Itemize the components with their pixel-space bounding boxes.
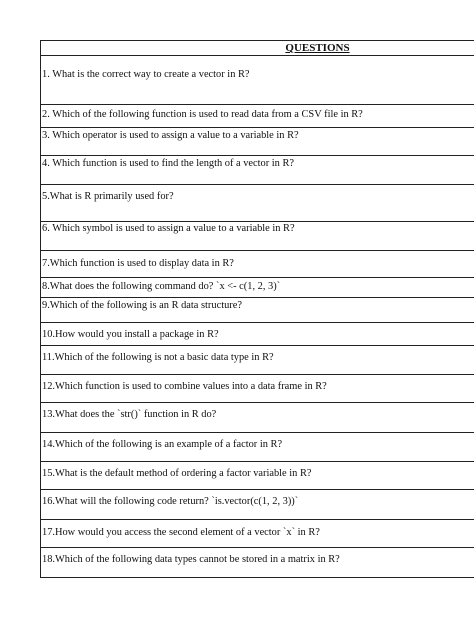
question-row: [41, 375, 474, 403]
question-row: [41, 128, 474, 156]
question-row: [41, 433, 474, 462]
question-row: [41, 323, 474, 346]
question-row: [41, 403, 474, 433]
question-row: [41, 156, 474, 185]
question-row: [41, 185, 474, 222]
question-row: [41, 251, 474, 278]
question-row: [41, 346, 474, 375]
question-row: [41, 56, 474, 105]
question-row: [41, 462, 474, 490]
question-text: 7.Which function is used to display data in R?: [42, 258, 234, 269]
question-text: 15.What is the default method of ordering a factor variable in R?: [42, 468, 312, 479]
question-text: 4. Which function is used to find the length of a vector in R?: [42, 158, 295, 169]
question-text: 12.Which function is used to combine values into a data frame in R?: [42, 381, 327, 392]
question-text: 13.What does the `str()` function in R do?: [42, 409, 217, 420]
question-text: 9.Which of the following is an R data structure?: [42, 300, 242, 311]
question-text: 6. Which symbol is used to assign a value to a variable in R?: [42, 223, 295, 234]
question-text: 11.Which of the following is not a basic data type in R?: [42, 352, 274, 363]
question-text: 8.What does the following command do? `x <- c(1, 2, 3)`: [42, 281, 281, 292]
question-row: [41, 520, 474, 548]
question-text: 2. Which of the following function is used to read data from a CSV file in R?: [42, 109, 363, 120]
question-row: [41, 490, 474, 520]
question-text: 10.How would you install a package in R?: [42, 329, 219, 340]
questions-table: [40, 40, 474, 578]
question-text: 1. What is the correct way to create a vector in R?: [42, 69, 250, 80]
question-text: 18.Which of the following data types cannot be stored in a matrix in R?: [42, 554, 340, 565]
question-row: [41, 105, 474, 128]
question-text: 14.Which of the following is an example of a factor in R?: [42, 439, 283, 450]
table-header: QUESTIONS: [41, 41, 474, 56]
question-row: [41, 278, 474, 298]
question-row: [41, 548, 474, 578]
question-row: [41, 222, 474, 251]
question-text: 5.What is R primarily used for?: [42, 191, 174, 202]
question-text: 17.How would you access the second element of a vector `x` in R?: [42, 527, 320, 538]
question-row: [41, 298, 474, 323]
question-text: 16.What will the following code return? `is.vector(c(1, 2, 3))`: [42, 496, 299, 507]
question-text: 3. Which operator is used to assign a value to a variable in R?: [42, 130, 299, 141]
